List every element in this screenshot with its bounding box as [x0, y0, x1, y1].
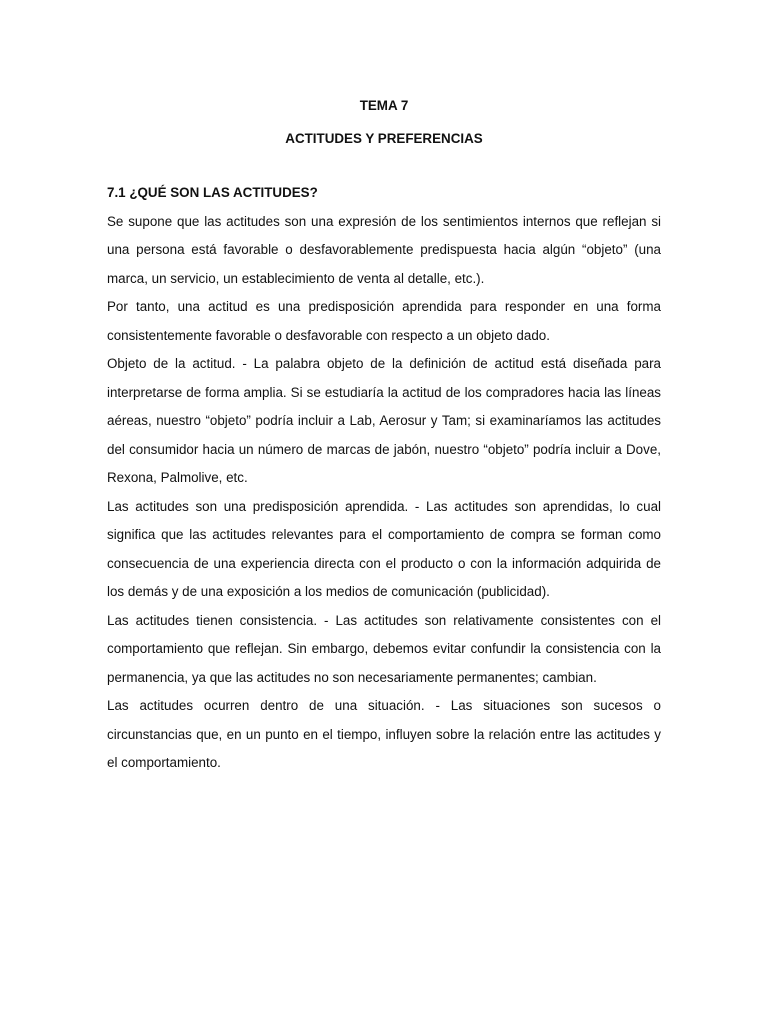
paragraph-attitudes-learned: Las actitudes son una predisposición aprendida. - Las actitudes son aprendidas, lo cual significa que las actitudes relevantes para el comportamiento de compra se forman como consecuencia de una experiencia directa con el producto o con la información adquirida de los demás y de una exposición a los medios de comunicación (publicidad). [107, 498, 661, 599]
paragraph-attitude-object: Objeto de la actitud. - La palabra objeto de la definición de actitud está diseñada para interpretarse de forma amplia. Si se estudiaría la actitud de los compradores hacia las líneas aéreas, nuestro “objeto” podría incluir a Lab, Aerosur y Tam; si examinaríamos las actitudes del consumidor hacia un número de marcas de jabón, nuestro “objeto” podría incluir a Dove, Rexona, Palmolive, etc. [107, 356, 661, 485]
paragraph-attitudes-consistency: Las actitudes tienen consistencia. - Las actitudes son relativamente consistentes con el comportamiento que reflejan. Sin embargo, debemos evitar confundir la consistencia con la permanencia, ya que las actitudes no son necesariamente permanentes; cambian. [107, 612, 661, 685]
document-title: ACTITUDES Y PREFERENCIAS [285, 130, 483, 146]
section-heading: 7.1 ¿QUÉ SON LAS ACTITUDES? [107, 185, 318, 200]
topic-heading: TEMA 7 [359, 98, 409, 113]
paragraph-learned-predisposition: Por tanto, una actitud es una predisposición aprendida para responder en una forma consistentemente favorable o desfavorable con respecto a un objeto dado. [107, 299, 661, 343]
paragraph-attitudes-definition: Se supone que las actitudes son una expresión de los sentimientos internos que reflejan si una persona está favorable o desfavorablemente predispuesta hacia algún “objeto” (una marca, un servicio, un establecimiento de venta al detalle, etc.). [107, 213, 661, 286]
document-body [107, 92, 661, 778]
paragraph-attitudes-situation: Las actitudes ocurren dentro de una situación. - Las situaciones son sucesos o circunstancias que, en un punto en el tiempo, influyen sobre la relación entre las actitudes y el comportamiento. [107, 698, 661, 770]
